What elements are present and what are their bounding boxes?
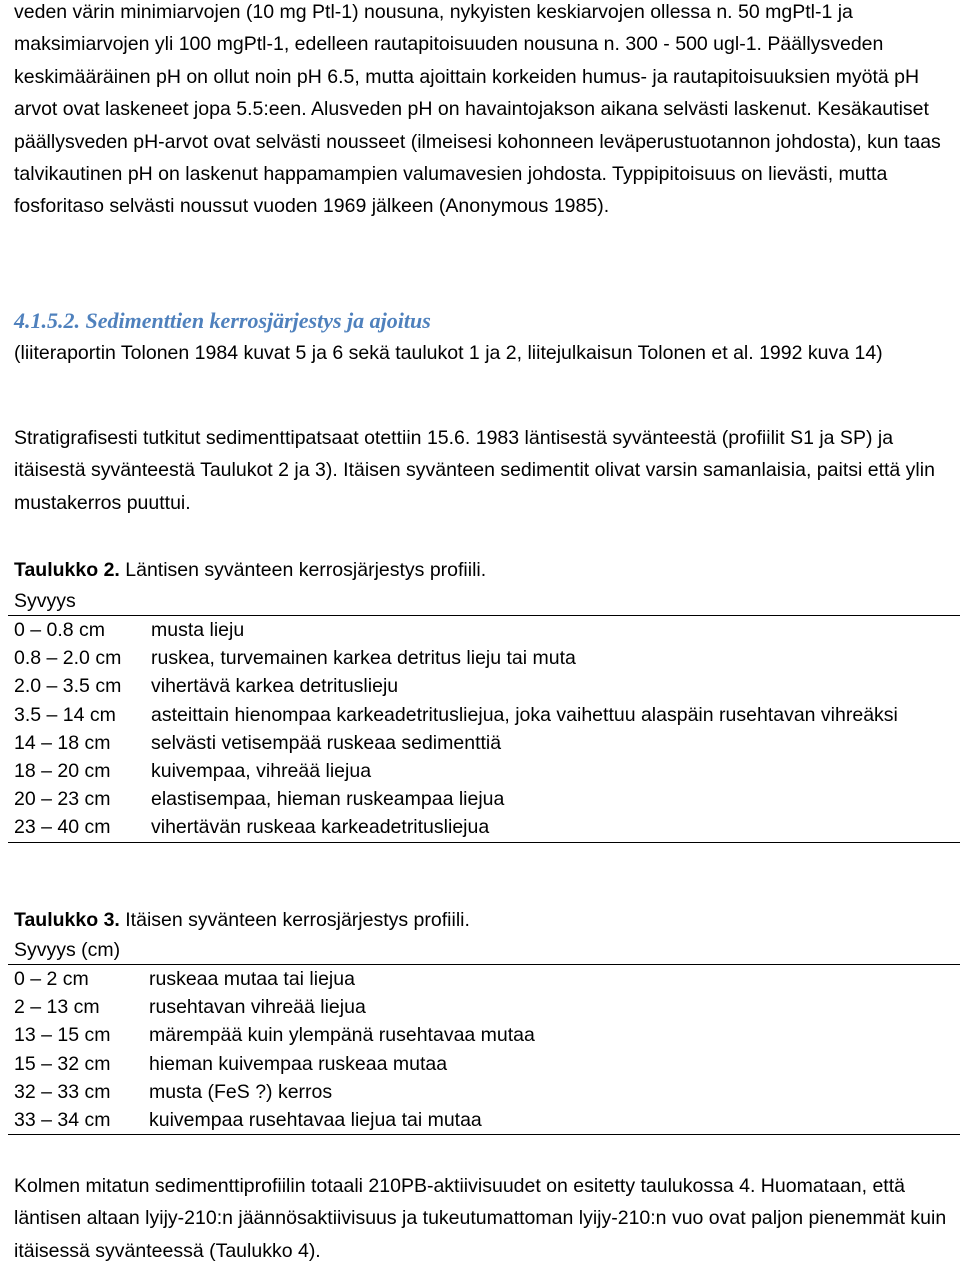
table-row	[8, 729, 960, 757]
description-cell: musta lieju	[151, 619, 245, 641]
section-heading: 4.1.5.2. Sedimenttien kerrosjärjestys ja ajoitus	[14, 308, 431, 333]
description-cell: märempää kuin ylempänä rusehtavaa mutaa	[149, 1024, 535, 1047]
table3-caption-text: Itäisen syvänteen kerrosjärjestys profiili.	[119, 909, 470, 931]
depth-cell: 15 – 32 cm	[14, 1052, 111, 1075]
description-cell: vihertävä karkea detrituslieju	[151, 675, 399, 698]
table-row	[8, 1078, 960, 1106]
table2-caption	[14, 554, 960, 586]
description-cell: hieman kuivempaa ruskeaa mutaa	[149, 1052, 448, 1075]
depth-cell: 0 – 0.8 cm	[14, 619, 106, 641]
depth-cell: 33 – 34 cm	[14, 1109, 111, 1132]
description-cell: kuivempaa rusehtavaa liejua tai mutaa	[149, 1109, 482, 1132]
table-row	[8, 785, 960, 813]
description-cell: elastisempaa, hieman ruskeampaa liejua	[151, 788, 505, 811]
depth-cell: 0 – 2 cm	[14, 968, 89, 990]
description-cell: asteittain hienompaa karkeadetritusliejua, joka vaihettuu alaspäin rusehtavan vihreäksi	[151, 703, 898, 726]
depth-cell: 32 – 33 cm	[14, 1080, 111, 1103]
table-row	[8, 672, 960, 700]
stratigraphy-paragraph: Stratigrafisesti tutkitut sedimenttipatsaat otettiin 15.6. 1983 läntisestä syvänteestä (profiilit S1 ja SP) ja itäisestä syvänteestä Taulukot 2 ja 3). Itäisen syvänteen sedimentit olivat varsin samanlaisia, paitsi että ylin mustakerros puuttui.	[14, 427, 935, 514]
depth-cell: 2 – 13 cm	[14, 996, 100, 1019]
table-row	[8, 616, 960, 644]
depth-cell: 0.8 – 2.0 cm	[14, 647, 122, 670]
table-row	[8, 813, 960, 842]
depth-cell: 13 – 15 cm	[14, 1024, 111, 1047]
depth-cell: 2.0 – 3.5 cm	[14, 675, 122, 698]
table-row	[8, 644, 960, 672]
table-row	[8, 965, 960, 993]
final-paragraph: Kolmen mitatun sedimenttiprofiilin totaali 210PB-aktiivisuudet on esitetty taulukossa 4. Huomataan, että läntisen altaan lyijy-210:n jäännösaktiivisuus ja tukeutumattoman lyijy-210:n vuo ovat paljon pienemmät kuin itäisessä syvänteessä (Taulukko 4).	[14, 1175, 947, 1262]
table-row	[8, 993, 960, 1021]
table3	[8, 936, 960, 1135]
description-cell: kuivempaa, vihreää liejua	[151, 760, 372, 783]
table2	[8, 587, 960, 843]
table3-caption-label: Taulukko 3.	[14, 909, 120, 931]
table3-caption	[14, 904, 960, 936]
description-cell: rusehtavan vihreää liejua	[149, 996, 366, 1019]
table-row	[8, 1050, 960, 1078]
table-row	[8, 757, 960, 785]
description-cell: selvästi vetisempää ruskeaa sedimenttiä	[151, 731, 502, 754]
table-row	[8, 1106, 960, 1135]
table2-caption-label: Taulukko 2.	[14, 559, 120, 581]
description-cell: musta (FeS ?) kerros	[149, 1080, 333, 1103]
depth-cell: 23 – 40 cm	[14, 816, 111, 839]
description-cell: vihertävän ruskeaa karkeadetritusliejua	[151, 816, 490, 839]
intro-paragraph: veden värin minimiarvojen (10 mg Ptl-1) nousuna, nykyisten keskiarvojen ollessa n. 50 mgPtl-1 ja maksimiarvojen yli 100 mgPtl-1, edelleen rautapitoisuuden nousuna n. 300 - 500 ugl-1. Päällysveden keskimääräinen pH on ollut noin pH 6.5, mutta ajoittain korkeiden humus- ja rautapitoisuuksien myötä pH arvot ovat laskeneet jopa 5.5:een. Alusveden pH on havaintojakson aikana selvästi laskenut. Kesäkautiset päällysveden pH-arvot ovat selvästi nousseet (ilmeisesi kohonneen leväperustuotannon johdosta), kun taas talvikautinen pH on laskenut happamampien valumavesien johdosta. Typpipitoisuus on lievästi, mutta fosforitaso selvästi noussut vuoden 1969 jälkeen (Anonymous 1985).	[14, 1, 941, 218]
depth-cell: 20 – 23 cm	[14, 788, 111, 811]
depth-cell: 3.5 – 14 cm	[14, 703, 116, 726]
table-row	[8, 1021, 960, 1049]
table-row	[8, 701, 960, 729]
table2-header: Syvyys	[8, 587, 960, 616]
description-cell: ruskea, turvemainen karkea detritus lieju tai muta	[151, 647, 576, 670]
depth-cell: 18 – 20 cm	[14, 760, 111, 783]
table3-header: Syvyys (cm)	[8, 936, 960, 965]
reference-paragraph: (liiteraportin Tolonen 1984 kuvat 5 ja 6 sekä taulukot 1 ja 2, liitejulkaisun Tolonen et al. 1992 kuva 14)	[14, 342, 883, 364]
table2-caption-text: Läntisen syvänteen kerrosjärjestys profiili.	[119, 559, 487, 581]
description-cell: ruskeaa mutaa tai liejua	[149, 968, 355, 990]
depth-cell: 14 – 18 cm	[14, 731, 111, 754]
